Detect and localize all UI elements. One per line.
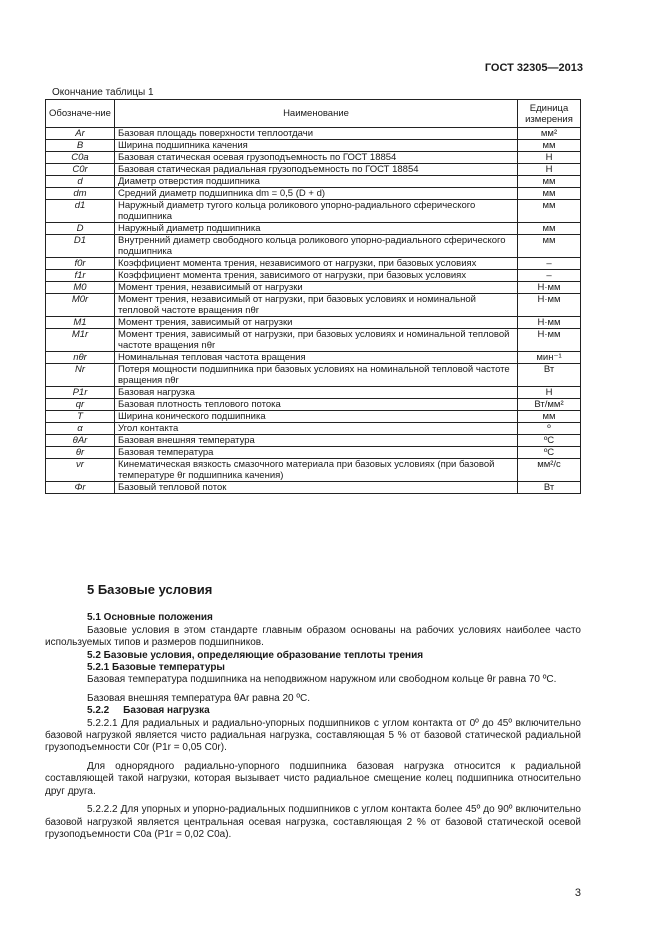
subsection-5-2-2-title: 5.2.2 Базовая нагрузка (87, 705, 210, 717)
row-name: Коэффициент момента трения, зависимого от нагрузки, при базовых условиях (115, 270, 518, 282)
row-name: Угол контакта (115, 423, 518, 435)
row-symbol: M1 (46, 317, 115, 329)
row-name: Диаметр отверстия подшипника (115, 176, 518, 188)
row-name: Кинематическая вязкость смазочного материала при базовых условиях (при базовой температуре θr подшипника качения) (115, 459, 518, 482)
row-unit: мм² (518, 128, 581, 140)
subsection-5-2-2-2-text: 5.2.2.2 Для упорных и упорно-радиальных подшипников с углом контакта более 45º до 90º включительно базовой нагрузкой является центральная осевая нагрузка, составляющая 2 % от базовой статической осевой грузоподъемности C0a (P1r = 0,02 C0a). (45, 804, 581, 840)
row-name: Базовая статическая радиальная грузоподъемность по ГОСТ 18854 (115, 164, 518, 176)
table-caption: Окончание таблицы 1 (52, 87, 154, 98)
row-symbol: nθr (46, 352, 115, 364)
row-unit: мм (518, 411, 581, 423)
row-symbol: D1 (46, 235, 115, 258)
header-name: Наименование (115, 100, 518, 128)
row-symbol: M0r (46, 294, 115, 317)
row-unit: ºС (518, 435, 581, 447)
table-row (46, 447, 581, 459)
section-5 (45, 584, 581, 841)
row-symbol: dm (46, 188, 115, 200)
row-symbol: d1 (46, 200, 115, 223)
table-row (46, 423, 581, 435)
row-symbol: Φr (46, 482, 115, 494)
row-unit: Н (518, 387, 581, 399)
row-unit: Н (518, 152, 581, 164)
table-row (46, 223, 581, 235)
row-unit: Н·мм (518, 317, 581, 329)
table-row (46, 128, 581, 140)
row-symbol: qr (46, 399, 115, 411)
row-name: Наружный диаметр тугого кольца роликового упорно-радиального сферического подшипника (115, 200, 518, 223)
table-row (46, 482, 581, 494)
table-row (46, 152, 581, 164)
page-number: 3 (574, 887, 581, 899)
row-symbol: M1r (46, 329, 115, 352)
row-unit: ºС (518, 447, 581, 459)
row-symbol: D (46, 223, 115, 235)
row-unit: Вт/мм² (518, 399, 581, 411)
row-name: Ширина конического подшипника (115, 411, 518, 423)
header-symbol: Обозначе-ние (46, 100, 115, 128)
subsection-5-2-1-text: Базовая температура подшипника на неподвижном наружном или свободном кольце θr равна 70 ºС. (87, 674, 557, 686)
table-row (46, 270, 581, 282)
row-symbol: νr (46, 459, 115, 482)
row-unit: º (518, 423, 581, 435)
row-name: Момент трения, зависимый от нагрузки, при базовых условиях и номинальной тепловой частоте вращения nθr (115, 329, 518, 352)
row-unit: – (518, 258, 581, 270)
table-row (46, 317, 581, 329)
table-row (46, 258, 581, 270)
row-symbol: P1r (46, 387, 115, 399)
row-unit: Вт (518, 364, 581, 387)
table-row (46, 294, 581, 317)
header-unit: Единица измерения (518, 100, 581, 128)
subsection-5-2-title: 5.2 Базовые условия, определяющие образование теплоты трения (87, 649, 424, 661)
row-unit: мм (518, 176, 581, 188)
table-row (46, 411, 581, 423)
table-row (46, 164, 581, 176)
row-symbol: θAr (46, 435, 115, 447)
row-unit: – (518, 270, 581, 282)
table-row (46, 435, 581, 447)
row-name: Потеря мощности подшипника при базовых условиях на номинальной тепловой частоте вращения nθr (115, 364, 518, 387)
row-unit: мм (518, 223, 581, 235)
row-symbol: d (46, 176, 115, 188)
row-name: Внутренний диаметр свободного кольца роликового упорно-радиального сферического подшипника (115, 235, 518, 258)
row-symbol: α (46, 423, 115, 435)
table-row (46, 140, 581, 152)
row-name: Базовая статическая осевая грузоподъемность по ГОСТ 18854 (115, 152, 518, 164)
row-unit: Н·мм (518, 282, 581, 294)
row-name: Базовая температура (115, 447, 518, 459)
table-row (46, 200, 581, 223)
row-symbol: f1r (46, 270, 115, 282)
row-name: Базовая внешняя температура (115, 435, 518, 447)
table-row (46, 176, 581, 188)
row-name: Базовая нагрузка (115, 387, 518, 399)
subsection-5-2-2-1-text2: Для однорядного радиально-упорного подшипника базовая нагрузка относится к радиальной составляющей такой нагрузки, которая вызывает чисто радиальное смещение колец подшипника относительно друг друга. (45, 760, 581, 797)
row-unit: мм (518, 188, 581, 200)
row-name: Момент трения, независимый от нагрузки (115, 282, 518, 294)
row-name: Средний диаметр подшипника dm = 0,5 (D + d) (115, 188, 518, 200)
table-row (46, 399, 581, 411)
row-name: Базовая плотность теплового потока (115, 399, 518, 411)
subsection-5-1-text: Базовые условия в этом стандарте главным образом основаны на рабочих условиях наиболее часто используемых типов и размеров подшипников. (45, 624, 581, 649)
row-symbol: Nr (46, 364, 115, 387)
row-name: Момент трения, зависимый от нагрузки (115, 317, 518, 329)
row-unit: Н (518, 164, 581, 176)
row-unit: мм (518, 140, 581, 152)
row-unit: Вт (518, 482, 581, 494)
row-symbol: f0r (46, 258, 115, 270)
table-row (46, 364, 581, 387)
table-header-row (46, 100, 581, 128)
row-name: Момент трения, независимый от нагрузки, при базовых условиях и номинальной тепловой частоте вращения nθr (115, 294, 518, 317)
table-row (46, 459, 581, 482)
row-unit: Н·мм (518, 294, 581, 317)
subsection-5-2-1-text2: Базовая внешняя температура θAr равна 20 ºС. (87, 692, 311, 704)
row-name: Коэффициент момента трения, независимого от нагрузки, при базовых условиях (115, 258, 518, 270)
subsection-5-2-1-title: 5.2.1 Базовые температуры (87, 662, 225, 674)
document-code: ГОСТ 32305—2013 (484, 62, 583, 74)
row-symbol: C0r (46, 164, 115, 176)
row-symbol: Ar (46, 128, 115, 140)
table-row (46, 235, 581, 258)
symbols-table (45, 99, 581, 494)
row-unit: мм²/с (518, 459, 581, 482)
row-symbol: T (46, 411, 115, 423)
row-name: Базовая площадь поверхности теплоотдачи (115, 128, 518, 140)
subsection-5-1-title: 5.1 Основные положения (87, 612, 213, 624)
table-row (46, 387, 581, 399)
row-symbol: θr (46, 447, 115, 459)
row-name: Ширина подшипника качения (115, 140, 518, 152)
table-row (46, 188, 581, 200)
row-name: Базовый тепловой поток (115, 482, 518, 494)
row-symbol: B (46, 140, 115, 152)
table-row (46, 352, 581, 364)
subsection-5-2-2-1-text: 5.2.2.1 Для радиальных и радиально-упорных подшипников с углом контакта от 0º до 45º включительно базовой нагрузкой является чисто радиальная нагрузка, составляющая 5 % от базовой статической радиальной грузоподъемности C0r (P1r = 0,05 C0r). (45, 717, 581, 754)
row-name: Номинальная тепловая частота вращения (115, 352, 518, 364)
row-unit: мм (518, 235, 581, 258)
row-unit: мм (518, 200, 581, 223)
table-row (46, 282, 581, 294)
row-unit: мин⁻¹ (518, 352, 581, 364)
table-row (46, 329, 581, 352)
row-symbol: C0a (46, 152, 115, 164)
row-unit: Н·мм (518, 329, 581, 352)
section-title: 5 Базовые условия (87, 582, 213, 597)
row-symbol: M0 (46, 282, 115, 294)
row-name: Наружный диаметр подшипника (115, 223, 518, 235)
